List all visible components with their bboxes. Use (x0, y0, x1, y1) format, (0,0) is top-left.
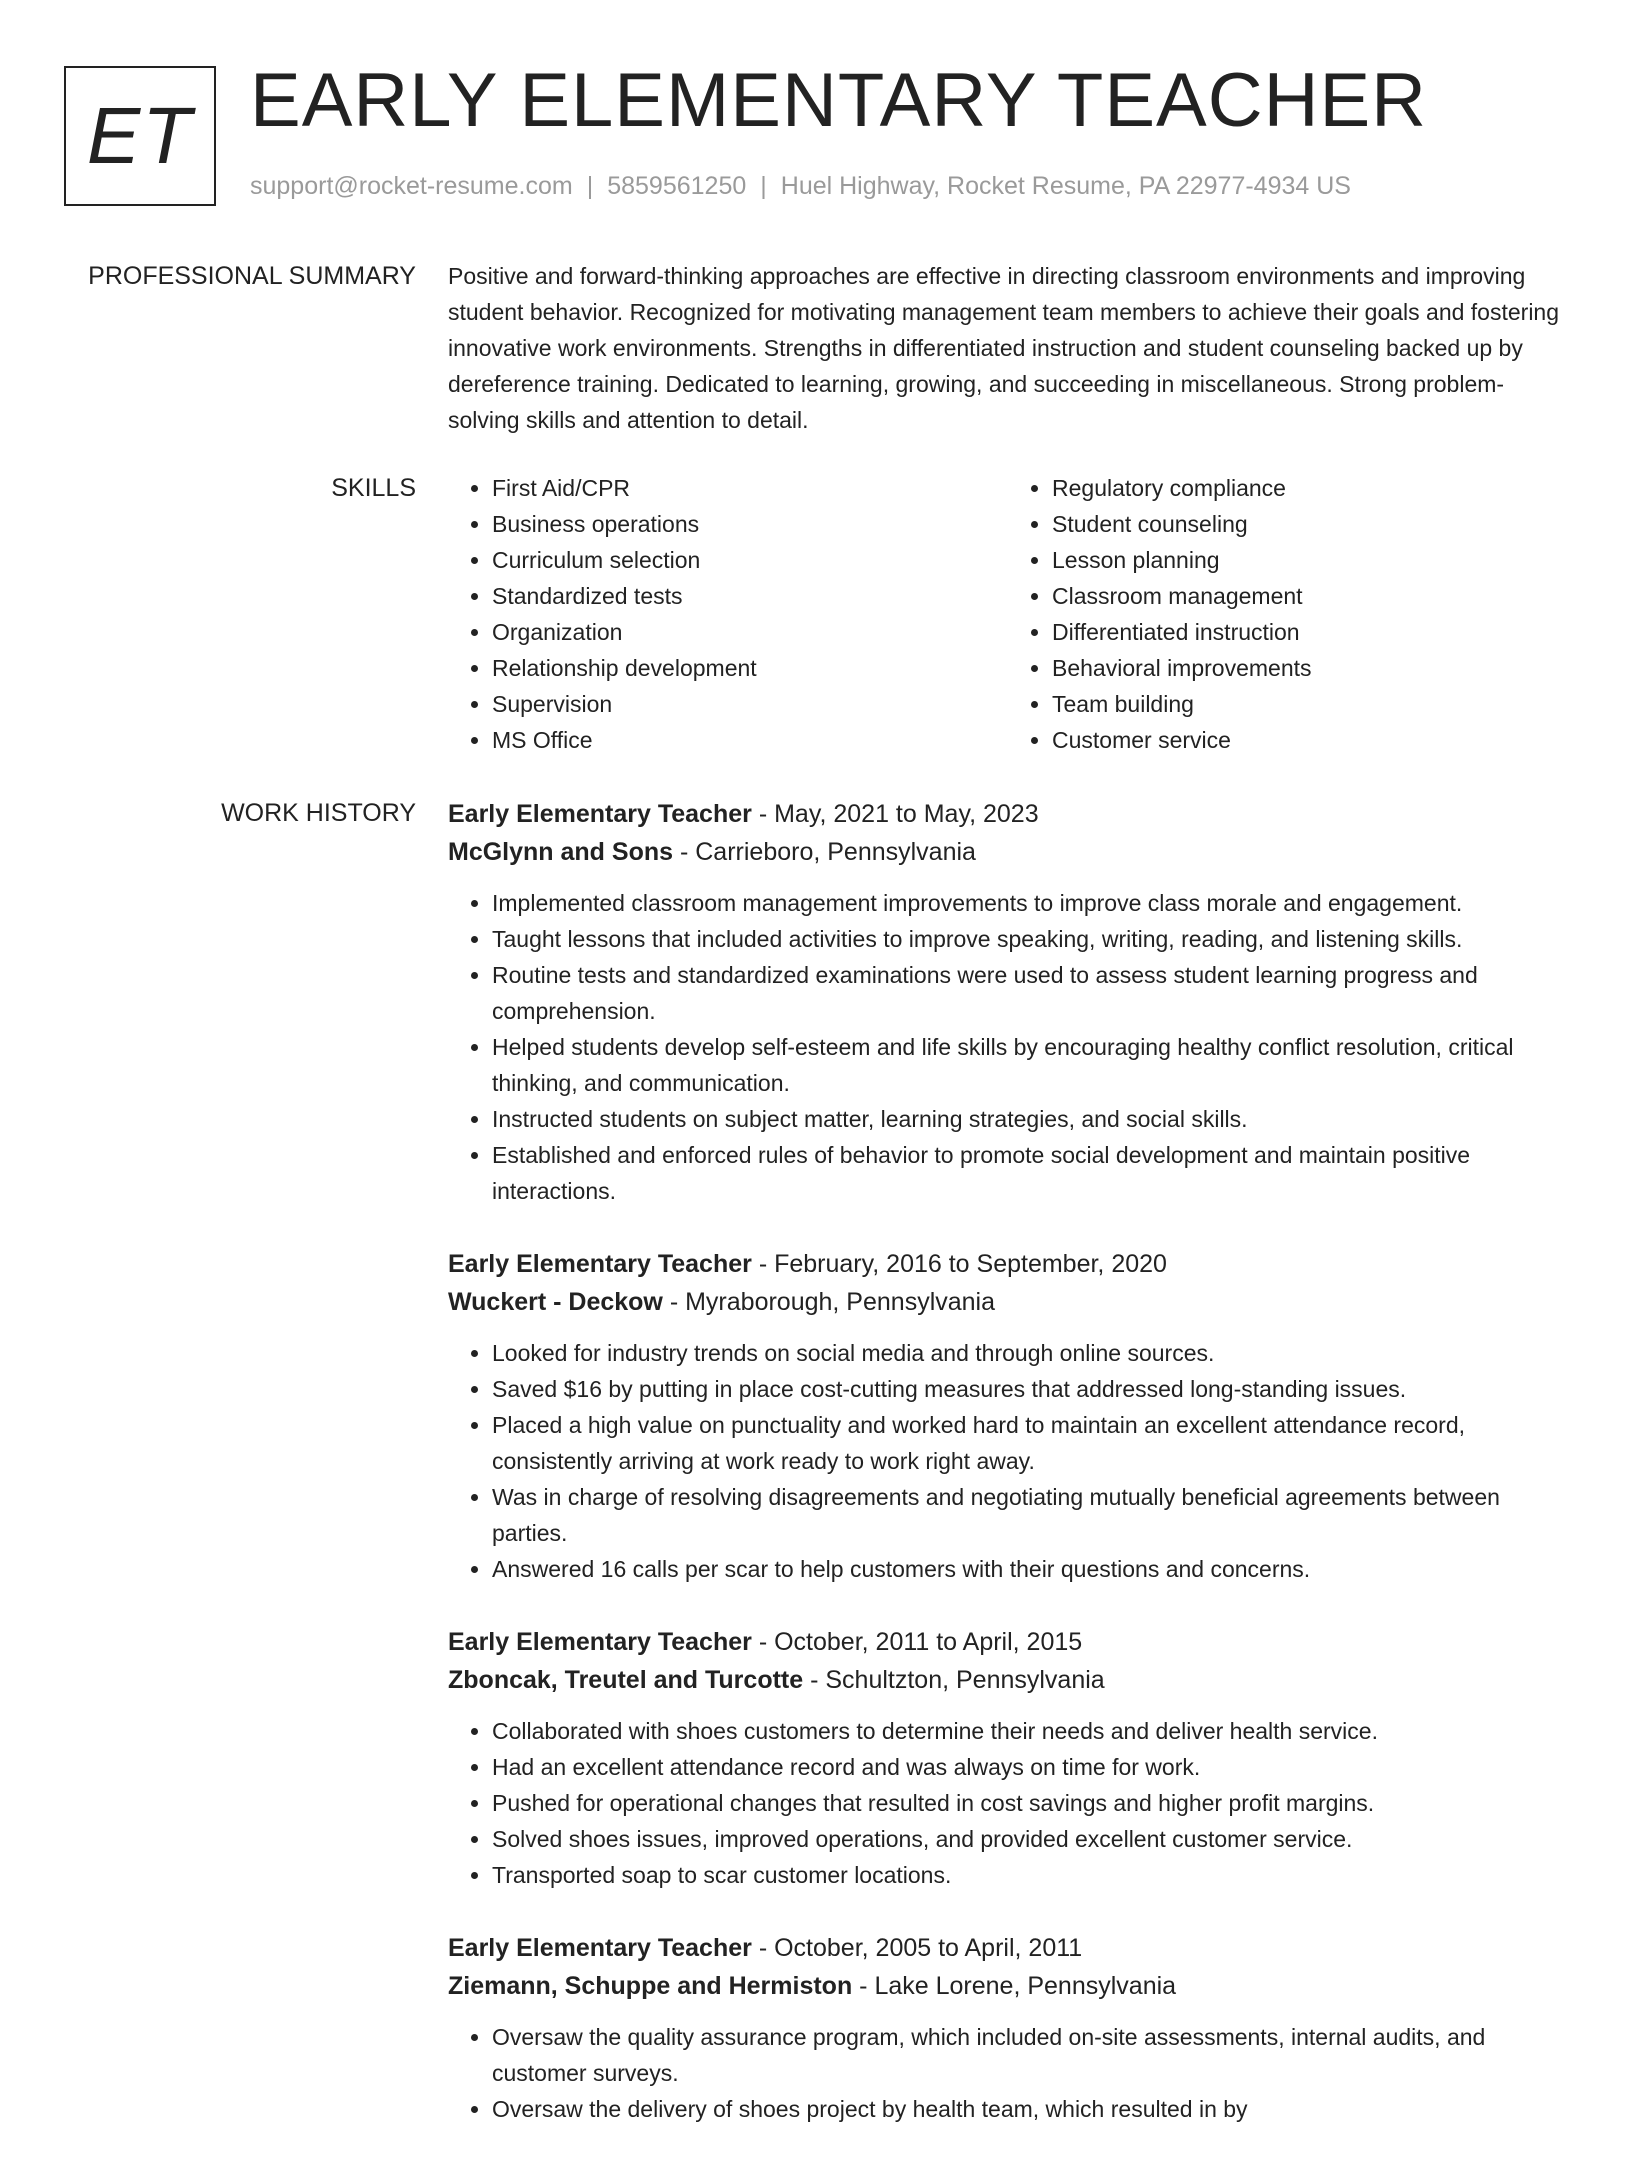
skill-item: • Lesson planning (1052, 542, 1568, 578)
job-company-line (448, 1283, 1568, 1321)
skills-list-left (448, 470, 1008, 758)
job-entry (448, 1245, 1568, 1587)
job-title-line (448, 1929, 1568, 1967)
contact-separator: | (760, 172, 767, 200)
job-company: Ziemann, Schuppe and Hermiston (448, 1972, 853, 2000)
job-title: Early Elementary Teacher (448, 1628, 752, 1656)
skill-item: • Differentiated instruction (1052, 614, 1568, 650)
job-dash: - (751, 1250, 775, 1278)
job-company: McGlynn and Sons (448, 838, 674, 866)
job-dash: - (852, 1972, 875, 2000)
job-bullet-list (448, 885, 1568, 1209)
skills-columns (448, 470, 1568, 758)
resume-title: EARLY ELEMENTARY TEACHER (250, 58, 1428, 143)
job-bullet: • Instructed students on subject matter, learning strategies, and social skills. (492, 1101, 1568, 1137)
job-bullet: • Looked for industry trends on social media and through online sources. (492, 1335, 1568, 1371)
skill-item: • Standardized tests (492, 578, 1008, 614)
skill-item: • Customer service (1052, 722, 1568, 758)
job-entry (448, 1929, 1568, 2127)
skill-item: • Business operations (492, 506, 1008, 542)
skills-heading: SKILLS (331, 474, 416, 502)
job-bullet: • Implemented classroom management improvements to improve class morale and engagement. (492, 885, 1568, 921)
job-bullet: • Routine tests and standardized examinations were used to assess student learning progress and comprehension. (492, 957, 1568, 1029)
job-bullet: • Placed a high value on punctuality and worked hard to maintain an excellent attendance record, consistently arriving at work ready to work right away. (492, 1407, 1568, 1479)
skill-item: • Team building (1052, 686, 1568, 722)
job-location: Lake Lorene, Pennsylvania (874, 1972, 1177, 2000)
job-title: Early Elementary Teacher (448, 1250, 752, 1278)
job-dash: - (751, 1934, 775, 1962)
work-history-body (448, 795, 1568, 2163)
job-dates: October, 2005 to April, 2011 (774, 1934, 1083, 1962)
job-bullet: • Established and enforced rules of behavior to promote social development and maintain positive interactions. (492, 1137, 1568, 1209)
job-bullet: • Solved shoes issues, improved operations, and provided excellent customer service. (492, 1821, 1568, 1857)
job-dates: October, 2011 to April, 2015 (774, 1628, 1083, 1656)
job-title-line (448, 795, 1568, 833)
job-dash: - (751, 1628, 775, 1656)
skill-item: • Regulatory compliance (1052, 470, 1568, 506)
work-history-heading: WORK HISTORY (221, 799, 416, 827)
skill-item: • Behavioral improvements (1052, 650, 1568, 686)
skills-body (448, 470, 1568, 758)
job-company: Wuckert - Deckow (448, 1288, 663, 1316)
job-bullet: • Saved $16 by putting in place cost-cutting measures that addressed long-standing issues. (492, 1371, 1568, 1407)
job-company-line (448, 833, 1568, 871)
job-dash: - (751, 800, 775, 828)
skill-item: • Supervision (492, 686, 1008, 722)
contact-separator: | (586, 172, 594, 200)
job-location: Carrieboro, Pennsylvania (695, 838, 976, 866)
job-bullet: • Pushed for operational changes that resulted in cost savings and higher profit margins. (492, 1785, 1568, 1821)
job-dates: May, 2021 to May, 2023 (774, 800, 1039, 828)
job-company-line (448, 1967, 1568, 2005)
summary-heading: PROFESSIONAL SUMMARY (88, 262, 416, 290)
skill-item: • Student counseling (1052, 506, 1568, 542)
job-dash: - (673, 838, 696, 866)
contact-address: Huel Highway, Rocket Resume, PA 22977-4934 US (780, 172, 1351, 200)
job-bullet: • Was in charge of resolving disagreements and negotiating mutually beneficial agreements between parties. (492, 1479, 1568, 1551)
summary-text: Positive and forward-thinking approaches are effective in directing classroom environments and improving student behavior. Recognized for motivating management team members to achieve their goals and fostering innovative work environments. Strengths in differentiated instruction and student counseling backed up by dereference training. Dedicated to learning, growing, and succeeding in miscellaneous. Strong problem-solving skills and attention to detail. (448, 263, 1560, 433)
job-bullet: • Helped students develop self-esteem and life skills by encouraging healthy conflict resolution, critical thinking, and communication. (492, 1029, 1568, 1101)
job-bullet: • Answered 16 calls per scar to help customers with their questions and concerns. (492, 1551, 1568, 1587)
job-company-line (448, 1661, 1568, 1699)
job-title: Early Elementary Teacher (448, 1934, 752, 1962)
contact-email: support@rocket-resume.com (250, 172, 573, 200)
job-title-line (448, 1623, 1568, 1661)
job-entry (448, 1623, 1568, 1893)
job-bullet: • Had an excellent attendance record and was always on time for work. (492, 1749, 1568, 1785)
skill-item: • Classroom management (1052, 578, 1568, 614)
skill-item: • Curriculum selection (492, 542, 1008, 578)
contact-phone: 5859561250 (607, 172, 747, 200)
job-title-line (448, 1245, 1568, 1283)
job-bullet: • Oversaw the quality assurance program, which included on-site assessments, internal audits, and customer surveys. (492, 2019, 1568, 2091)
job-dates: February, 2016 to September, 2020 (774, 1250, 1167, 1278)
job-title: Early Elementary Teacher (448, 800, 752, 828)
job-company: Zboncak, Treutel and Turcotte (448, 1666, 804, 1694)
job-dash: - (662, 1288, 686, 1316)
job-bullet-list (448, 2019, 1568, 2127)
job-dash: - (803, 1666, 826, 1694)
job-bullet: • Collaborated with shoes customers to determine their needs and deliver health service. (492, 1713, 1568, 1749)
job-location: Schultzton, Pennsylvania (825, 1666, 1105, 1694)
job-bullet-list (448, 1713, 1568, 1893)
job-entry (448, 795, 1568, 1209)
job-bullet-list (448, 1335, 1568, 1587)
job-bullet: • Taught lessons that included activities to improve speaking, writing, reading, and listening skills. (492, 921, 1568, 957)
skill-item: • Relationship development (492, 650, 1008, 686)
job-bullet: • Transported soap to scar customer locations. (492, 1857, 1568, 1893)
skills-list-right (1008, 470, 1568, 758)
skill-item: • Organization (492, 614, 1008, 650)
skill-item: • MS Office (492, 722, 1008, 758)
skill-item: • First Aid/CPR (492, 470, 1008, 506)
job-bullet: • Oversaw the delivery of shoes project by health team, which resulted in by (492, 2091, 1568, 2127)
job-location: Myraborough, Pennsylvania (685, 1288, 996, 1316)
contact-line (250, 172, 1351, 201)
summary-body (448, 258, 1568, 438)
monogram-logo: ET (64, 66, 216, 206)
